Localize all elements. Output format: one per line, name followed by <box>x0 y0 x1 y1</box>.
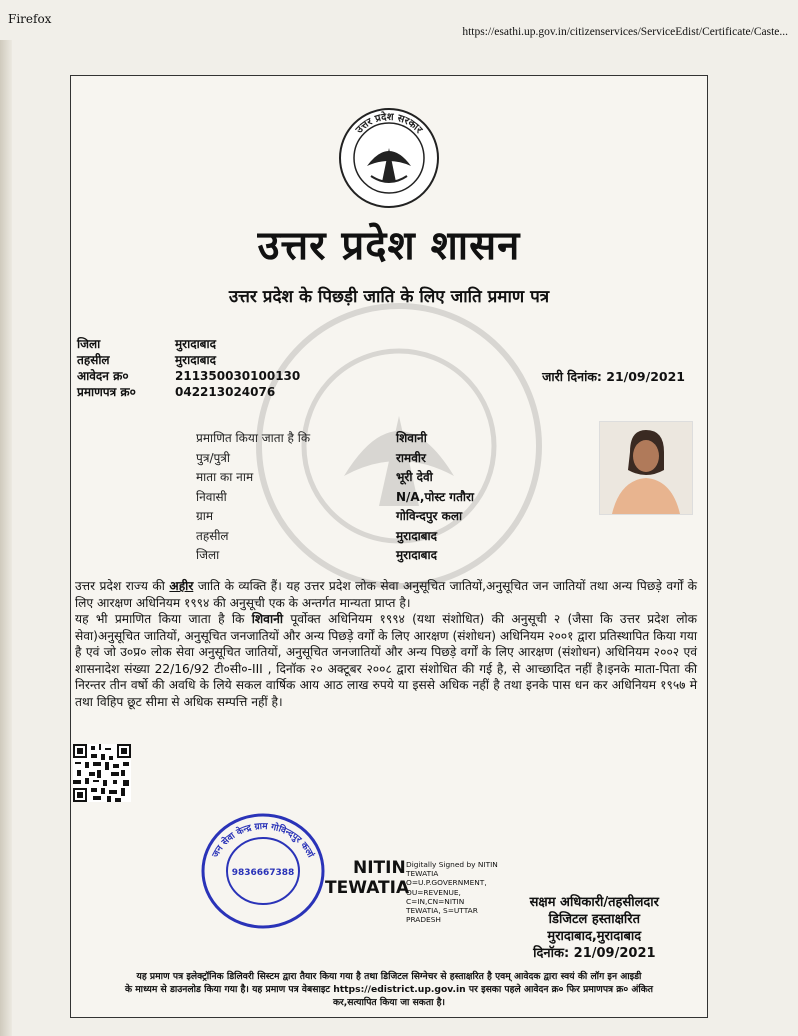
detail-row <box>196 428 474 448</box>
body-text-part: पूर्वोक्त अधिनियम १९९४ (यथा संशोधित) की अनुसूची २ (जैसा कि उत्तर प्रदेश लोक सेवा)अनुसूचित जातियों, अनुसूचित जनजातियों और अन्य पिछड़े वर्गों के लिए आरक्षण (संशोधन) अधिनियम २००१ द्वारा प्रतिस्थापित किया गया है एवं जो उ०प्र० लोक सेवा अनुसूचित जातियों, अनुसूचित जनजातियों और अन्य पिछड़े वर्गों के लिए आरक्षण (संशोधन) अधिनियम २००२ एवं शासनादेश संख्या 22/16/92 टी०सी०-III , दिनॉक २० अक्टूबर २००८ द्वारा संशोधित की गई है, से आच्छादित नहीं है।इनके माता-पिता की निरन्तर तीन वर्षो की अवधि के लिये सकल वार्षिक आय आठ लाख रुपये या इससे अधिक नहीं है तथा इनके पास धन कर अधिनियम १९५७ मे तथा विहिप छूट सीमा से अधिक सम्पत्ति नहीं है। <box>75 612 698 709</box>
detail-row <box>196 487 474 507</box>
person-icon <box>600 422 692 514</box>
detail-label: निवासी <box>196 489 227 504</box>
emblem-text: उत्तर प्रदेश सरकार <box>353 111 425 136</box>
body-text-part: जाति के व्यक्ति हैं। यह उत्तर प्रदेश लोक सेवा अनुसूचित जातियों,अनुसूचित जन जातियों तथा अन्य पिछड़े वर्गों के लिए आरक्षण अधिनियम १९९४ की अनुसूची एक के अन्तर्गत मान्यता प्राप्त है। <box>75 579 698 610</box>
detail-value: रामवीर <box>396 450 426 465</box>
seal-text: जन सेवा केन्द्र ग्राम गोविन्दपुर कलां <box>210 821 316 860</box>
certificate-footer <box>71 970 707 1009</box>
detail-label: तहसील <box>196 528 229 543</box>
issuing-authority <box>530 894 659 962</box>
signer-last-name: TEWATIA <box>325 878 410 898</box>
authority-title: सक्षम अधिकारी/तहसीलदार <box>529 895 659 910</box>
footer-line: यह प्रमाण पत्र इलेक्ट्रॉनिक डिलिवरी सिस्टम द्वारा तैयार किया गया है तथा डिजिटल सिग्नेचर से हस्ताक्षरित है एवम् आवेदक द्वारा स्वयं की लॉग इन आइडी <box>136 971 642 982</box>
csc-seal-stamp <box>199 811 327 931</box>
application-no-label: आवेदन क्र० <box>77 369 129 383</box>
detail-label: ग्राम <box>196 509 214 524</box>
certificate <box>70 75 708 1018</box>
detail-label: प्रमाणित किया जाता है कि <box>196 431 311 446</box>
application-no-value: 211350030100130 <box>175 369 301 383</box>
browser-header <box>0 0 798 40</box>
up-government-emblem <box>337 106 441 210</box>
detail-label: माता का नाम <box>196 470 254 485</box>
certificate-subtitle: उत्तर प्रदेश के पिछड़ी जाति के लिए जाति प्रमाण पत्र <box>228 287 550 307</box>
detail-value: गोविन्दपुर कला <box>396 509 463 524</box>
browser-name: Firefox <box>8 12 52 26</box>
footer-line: के माध्यम से डाउनलोड किया गया है। यह प्रमाण पत्र वेबसाइट https://edistrict.up.gov.in पर इसका पहले आवेदन क्र० फिर प्रमाणपत्र क्र० अंकित <box>124 984 654 995</box>
body-text-part: उत्तर प्रदेश राज्य की <box>75 579 165 593</box>
authority-signed: डिजिटल हस्ताक्षरित <box>548 912 641 927</box>
issue-date: जारी दिनांक: 21/09/2021 <box>542 369 685 384</box>
district-label: जिला <box>77 337 101 351</box>
detail-value: भूरी देवी <box>396 470 433 485</box>
caste-name: अहीर <box>169 579 194 593</box>
qr-code[interactable] <box>73 744 131 802</box>
detail-label: जिला <box>196 548 220 563</box>
applicant-details <box>196 428 474 565</box>
detail-row <box>196 545 474 565</box>
applicant-name: शिवानी <box>251 612 284 626</box>
tehsil-label: तहसील <box>77 353 110 367</box>
page-title: उत्तर प्रदेश शासन <box>257 223 521 269</box>
signer-first-name: NITIN <box>353 858 406 878</box>
body-text-part: यह भी प्रमाणित किया जाता है कि <box>75 612 245 626</box>
footer-line: कर,सत्यापित किया जा सकता है। <box>332 997 446 1008</box>
district-value: मुरादाबाद <box>175 337 217 351</box>
tehsil-value: मुरादाबाद <box>175 353 217 367</box>
signer-name <box>325 858 409 898</box>
page-edge <box>0 40 12 1036</box>
certificate-body <box>75 578 697 710</box>
detail-value: N/A,पोस्ट गतौरा <box>396 489 475 504</box>
detail-value: मुरादाबाद <box>396 548 438 563</box>
detail-row <box>196 448 474 468</box>
digital-signature-info: Digitally Signed by NITIN TEWATIA O=U.P.GOVERNMENT, OU=REVENUE, C=IN,CN=NITIN TEWATIA, S=UTTAR PRADESH <box>406 860 498 925</box>
detail-label: पुत्र/पुत्री <box>196 450 231 465</box>
detail-value: शिवानी <box>396 431 427 446</box>
certificate-meta <box>77 336 375 400</box>
detail-row <box>196 526 474 546</box>
detail-value: मुरादाबाद <box>396 528 438 543</box>
authority-location: मुरादाबाद,मुरादाबाद <box>547 929 642 944</box>
seal-number: 9836667388 <box>231 868 295 878</box>
applicant-photo <box>599 421 693 515</box>
authority-date: दिनॉक: 21/09/2021 <box>533 946 656 961</box>
detail-row <box>196 467 474 487</box>
certificate-no-value: 042213024076 <box>175 385 276 399</box>
detail-row <box>196 506 474 526</box>
page-url: https://esathi.up.gov.in/citizenservices/ServiceEdist/Certificate/Caste... <box>462 26 788 38</box>
certificate-no-label: प्रमाणपत्र क्र० <box>77 385 136 399</box>
